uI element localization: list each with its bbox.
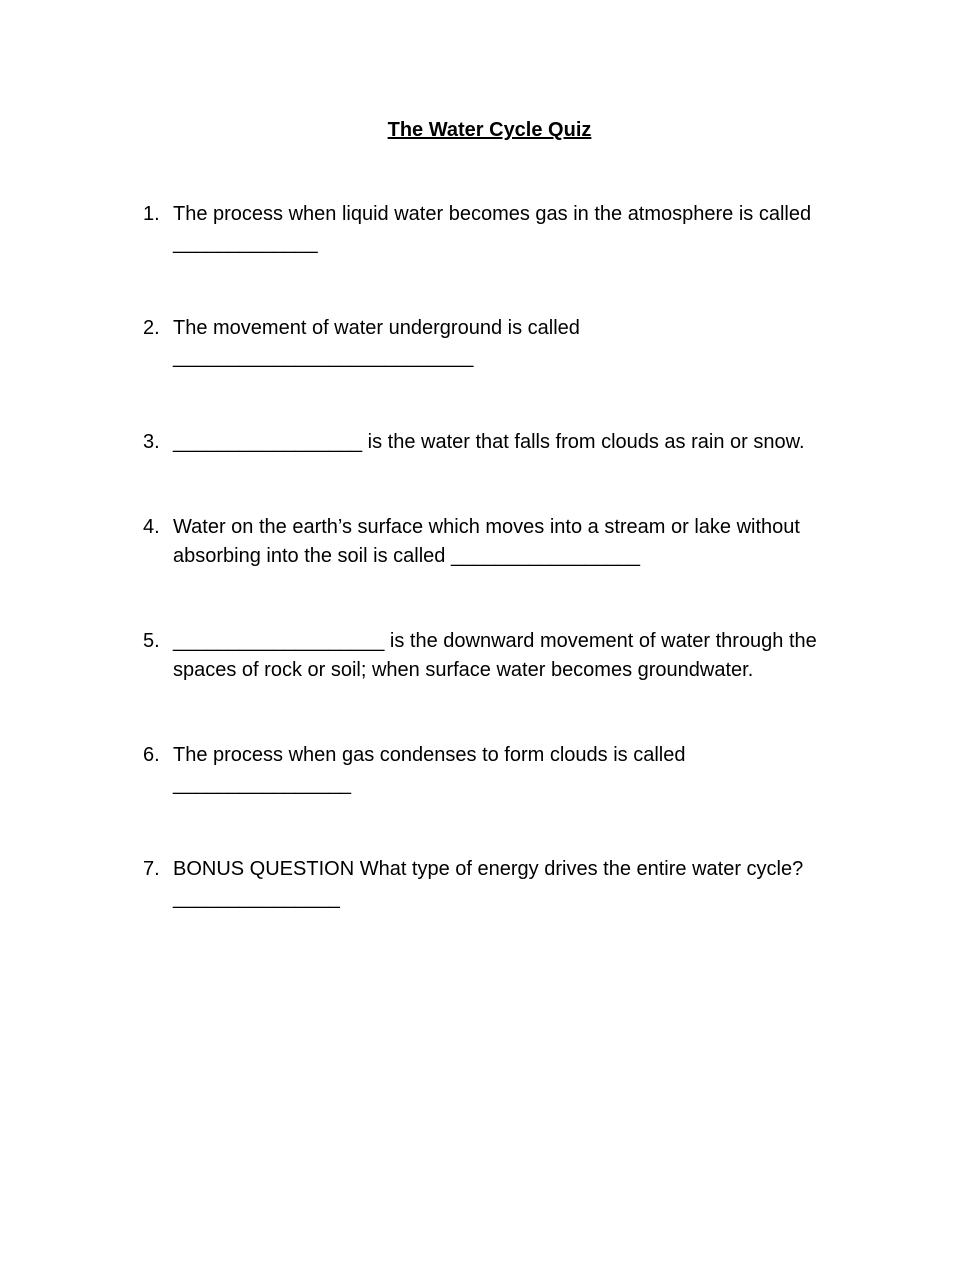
- question-number: 1.: [143, 203, 160, 225]
- question-number: 4.: [143, 516, 160, 538]
- question-text: BONUS QUESTION What type of energy drives the entire water cycle? _______________: [173, 858, 809, 909]
- question-text: _________________ is the water that falls from clouds as rain or snow.: [173, 431, 805, 453]
- question-text: The movement of water underground is called ___________________________: [173, 317, 586, 368]
- question-text: ___________________ is the downward movement of water through the spaces of rock or soil; when surface water becomes groundwater.: [173, 630, 823, 681]
- question-item: [143, 627, 863, 685]
- question-number: 5.: [143, 630, 160, 652]
- question-text: The process when gas condenses to form clouds is called ________________: [173, 744, 692, 795]
- question-item: [143, 855, 863, 913]
- question-number: 3.: [143, 431, 160, 453]
- question-text: The process when liquid water becomes gas in the atmosphere is called _____________: [173, 203, 817, 254]
- question-item: [143, 513, 863, 571]
- question-number: 6.: [143, 744, 160, 766]
- page-title: The Water Cycle Quiz: [387, 119, 592, 141]
- question-item: [143, 314, 863, 372]
- question-number: 7.: [143, 858, 160, 880]
- question-number: 2.: [143, 317, 160, 339]
- question-item: [143, 200, 863, 258]
- question-item: [143, 428, 863, 457]
- question-item: [143, 741, 863, 799]
- question-text: Water on the earth’s surface which moves into a stream or lake without absorbing into the soil is called _________________: [173, 516, 806, 567]
